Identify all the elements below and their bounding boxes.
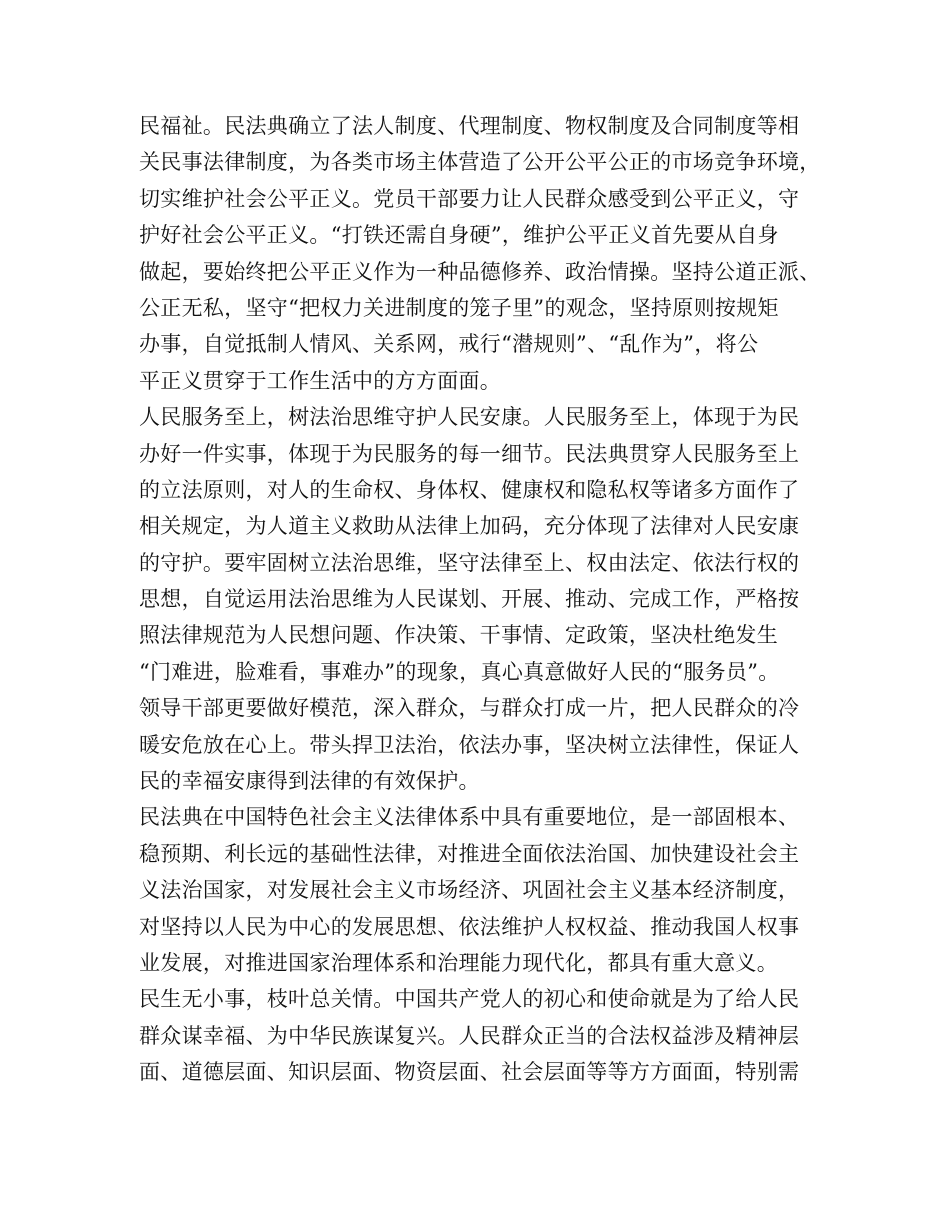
text-line: “门难进，脸难看，事难办”的现象，真心真意做好人民的“服务员”。 [139, 659, 780, 684]
text-line: 人民服务至上，树法治思维守护人民安康。人民服务至上，体现于为民 [139, 405, 800, 430]
text-line: 护好社会公平正义。“打铁还需自身硬”，维护公平正义首先要从自身 [139, 223, 779, 248]
text-line: 业发展，对推进国家治理体系和治理能力现代化，都具有重大意义。 [139, 950, 778, 975]
text-line: 关民事法律制度，为各类市场主体营造了公开公平公正的市场竞争环境， [139, 150, 821, 175]
text-line: 做起，要始终把公平正义作为一种品德修养、政治情操。坚持公道正派、 [139, 259, 821, 284]
text-line: 平正义贯穿于工作生活中的方方面面。 [139, 368, 502, 393]
text-line: 义法治国家，对发展社会主义市场经济、巩固社会主义基本经济制度， [139, 878, 800, 903]
text-line: 民生无小事，枝叶总关情。中国共产党人的初心和使命就是为了给人民 [139, 987, 800, 1012]
text-line: 民的幸福安康得到法律的有效保护。 [139, 769, 480, 794]
text-line: 办事，自觉抵制人情风、关系网，戒行“潜规则”、“乱作为”，将公 [139, 332, 759, 357]
text-line: 领导干部更要做好模范，深入群众，与群众打成一片，把人民群众的冷 [139, 696, 800, 721]
text-line: 群众谋幸福、为中华民族谋复兴。人民群众正当的合法权益涉及精神层 [139, 1023, 800, 1048]
text-line: 相关规定，为人道主义救助从法律上加码，充分体现了法律对人民安康 [139, 514, 800, 539]
text-line: 面、道德层面、知识层面、物资层面、社会层面等等方方面面，特别需 [139, 1060, 800, 1085]
text-line: 照法律规范为人民想问题、作决策、干事情、定政策，坚决杜绝发生 [139, 623, 778, 648]
text-line: 稳预期、利长远的基础性法律，对推进全面依法治国、加快建设社会主 [139, 841, 800, 866]
text-line: 思想，自觉运用法治思维为人民谋划、开展、推动、完成工作，严格按 [139, 587, 800, 612]
text-line: 对坚持以人民为中心的发展思想、依法维护人权权益、推动我国人权事 [139, 914, 800, 939]
text-line: 暖安危放在心上。带头捍卫法治，依法办事，坚决树立法律性，保证人 [139, 732, 800, 757]
text-line: 公正无私，坚守“把权力关进制度的笼子里”的观念，坚持原则按规矩 [139, 295, 779, 320]
text-line: 民法典在中国特色社会主义法律体系中具有重要地位，是一部固根本、 [139, 805, 800, 830]
text-line: 办好一件实事，体现于为民服务的每一细节。民法典贯穿人民服务至上 [139, 441, 800, 466]
text-line: 切实维护社会公平正义。党员干部要力让人民群众感受到公平正义，守 [139, 186, 800, 211]
text-line: 的守护。要牢固树立法治思维，坚守法律至上、权由法定、依法行权的 [139, 550, 800, 575]
text-line: 民福祉。民法典确立了法人制度、代理制度、物权制度及合同制度等相 [139, 114, 800, 138]
document-body [139, 108, 829, 1091]
text-line: 的立法原则，对人的生命权、身体权、健康权和隐私权等诸多方面作了 [139, 477, 800, 502]
